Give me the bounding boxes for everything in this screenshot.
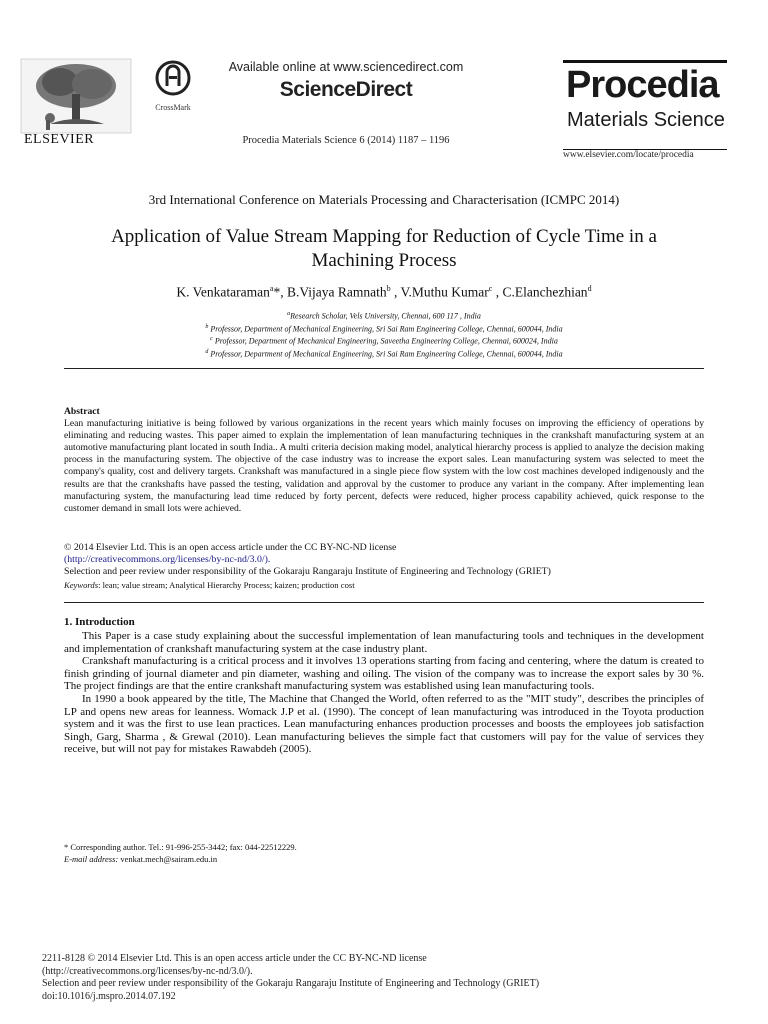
footer-license: 2211-8128 © 2014 Elsevier Ltd. This is an open access article under the CC BY-NC-ND license xyxy=(42,953,427,964)
affiliation-sup: a xyxy=(287,311,291,317)
intro-paragraph: Crankshaft manufacturing is a critical process and it involves 13 operations starting from facing and centering, where the datum is created to finish grinding of journal diameter and pin diameter, washing and oiling. The vision of the company was to increase the export sales by 30 %. The project findings are that the entire crankshaft manufacturing system was established using lean manufacturing tools. xyxy=(64,655,704,693)
author-name: B.Vijaya Ramnath xyxy=(286,284,387,300)
footer-license-link[interactable]: (http://creativecommons.org/licenses/by-nc-nd/3.0/). xyxy=(42,965,253,977)
affiliation-text: Professor, Department of Mechanical Engineering, Sri Sai Ram Engineering College, Chennai, 600044, India xyxy=(208,349,563,359)
paper-title xyxy=(60,225,708,273)
elsevier-tree-icon xyxy=(20,58,132,134)
affiliation-text: Professor, Department of Mechanical Engineering, Saveetha Engineering College, Chennai, 600024, India xyxy=(212,336,558,346)
author-sep: *, xyxy=(273,284,287,300)
email-label: E-mail address: xyxy=(64,854,119,864)
abstract-heading: Abstract xyxy=(64,406,100,417)
author-sep: , xyxy=(492,284,503,300)
affiliation-sup: d xyxy=(205,348,209,355)
introduction-body xyxy=(64,630,704,756)
keywords-label: Keywords xyxy=(64,580,99,590)
abstract-copyright xyxy=(64,542,704,579)
footnote xyxy=(64,841,704,865)
introduction-heading: 1. Introduction xyxy=(64,616,135,628)
sciencedirect-logo[interactable]: ScienceDirect xyxy=(279,78,413,101)
procedia-url-link[interactable]: www.elsevier.com/locate/procedia xyxy=(563,150,694,160)
affiliation-item xyxy=(40,322,728,335)
procedia-subtitle: Materials Science xyxy=(567,109,725,131)
procedia-title: Procedia xyxy=(566,64,719,106)
affiliation-list xyxy=(40,309,728,360)
footer-peer-review: Selection and peer review under responsibility of the Gokaraju Rangaraju Institute of Engineering and Technology (GRIET) xyxy=(42,978,540,990)
abstract-text: Lean manufacturing initiative is being followed by various organizations in the recent years which mainly focuses on improving the efficiency of operations by eliminating and reducing wastes. This paper aimed to explain the implementation of lean manufacturing techniques in the crankshaft manufacturing system at an automotive manufacturing plant located in south India.. A multi criteria decision making model, analytical hierarchy process is applied to analyze the decision making process in the manufacturing system. The objective of the case industry was to increase the export sales. Lean manufacturing system was selected to meet the company's quality, cost and delivery targets. Crankshaft was manufactured in a single piece flow system with the low cost machines developed indigenously and the results are that the crankshafts have passed the testing, validation and approval by the customer to produce any variant in the company. After implementing lean manufacturing system, the manufacturing lead time reduced by forty percent, defects were reduced, higher process capability achieved, quick response to the customer demand in small lots were achieved. xyxy=(64,418,704,514)
paper-title-line-2: Machining Process xyxy=(311,250,457,271)
keywords xyxy=(64,579,704,591)
publisher-name: ELSEVIER xyxy=(24,132,95,147)
author-sup: c xyxy=(488,284,493,293)
divider xyxy=(64,602,704,603)
author-name: V.Muthu Kumar xyxy=(400,284,489,300)
journal-reference: Procedia Materials Science 6 (2014) 1187 – 1196 xyxy=(242,135,450,146)
author-name: K. Venkataraman xyxy=(176,284,270,300)
crossmark-badge[interactable] xyxy=(152,60,194,112)
corresponding-author: * Corresponding author. Tel.: 91-996-255-3442; fax: 044-22512229. xyxy=(64,842,297,852)
footer-doi[interactable]: doi:10.1016/j.mspro.2014.07.192 xyxy=(42,990,176,1002)
crossmark-label: CrossMark xyxy=(155,103,191,112)
author-list xyxy=(40,284,728,301)
affiliation-item xyxy=(40,347,728,360)
affiliation-item xyxy=(40,309,728,322)
affiliation-text: Research Scholar, Vels University, Chennai, 600 117 , India xyxy=(290,311,481,321)
crossmark-icon xyxy=(155,60,191,96)
keywords-text: : lean; value stream; Analytical Hierarchy Process; kaizen; production cost xyxy=(98,580,355,590)
paper-title-line-1: Application of Value Stream Mapping for Reduction of Cycle Time in a xyxy=(111,226,657,247)
intro-paragraph: This Paper is a case study explaining about the successful implementation of lean manufacturing tools and techniques in the development and implementation of crankshaft manufacturing system at the case industry plant. xyxy=(64,630,704,655)
author-name: C.Elanchezhian xyxy=(502,284,588,300)
available-online-text: Available online at www.sciencedirect.com xyxy=(228,60,464,74)
author-sep: , xyxy=(390,284,401,300)
copyright-text: © 2014 Elsevier Ltd. This is an open access article under the CC BY-NC-ND license xyxy=(64,542,397,553)
divider xyxy=(64,368,704,369)
conference-name: 3rd International Conference on Materials Processing and Characterisation (ICMPC 2014) xyxy=(148,192,620,207)
author-sup: b xyxy=(386,284,391,293)
affiliation-item xyxy=(40,334,728,347)
author-sup: d xyxy=(587,284,592,293)
abstract-section xyxy=(64,406,704,515)
email-address[interactable]: venkat.mech@sairam.edu.in xyxy=(118,854,218,864)
affiliation-sup: b xyxy=(205,323,209,330)
page-footer xyxy=(42,953,732,1003)
license-link[interactable]: (http://creativecommons.org/licenses/by-nc-nd/3.0/). xyxy=(64,554,271,566)
affiliation-sup: c xyxy=(210,336,213,343)
author-sup: a xyxy=(269,284,274,293)
intro-paragraph: In 1990 a book appeared by the title, The Machine that Changed the World, often referred to as the "MIT study", describes the principles of LP and opens new areas for leanness. Womack J.P et al. (1990). The concept of lean manufacturing was introduced in the Toyota production system and it was the first to use lean practices. Lean manufacturing enhances production processes and boosts the employees job satisfaction Singh, Garg, Sharma , & Grewal (2010). Lean manufacturing believes the simple fact that customers will pay for the value of services they receive, but will not pay for mistakes Rawabdeh (2005). xyxy=(64,692,704,756)
affiliation-text: Professor, Department of Mechanical Engineering, Sri Sai Ram Engineering College, Chennai, 600044, India xyxy=(208,324,563,334)
peer-review-text: Selection and peer review under responsibility of the Gokaraju Rangaraju Institute of Engineering and Technology (GRIET) xyxy=(64,566,551,578)
